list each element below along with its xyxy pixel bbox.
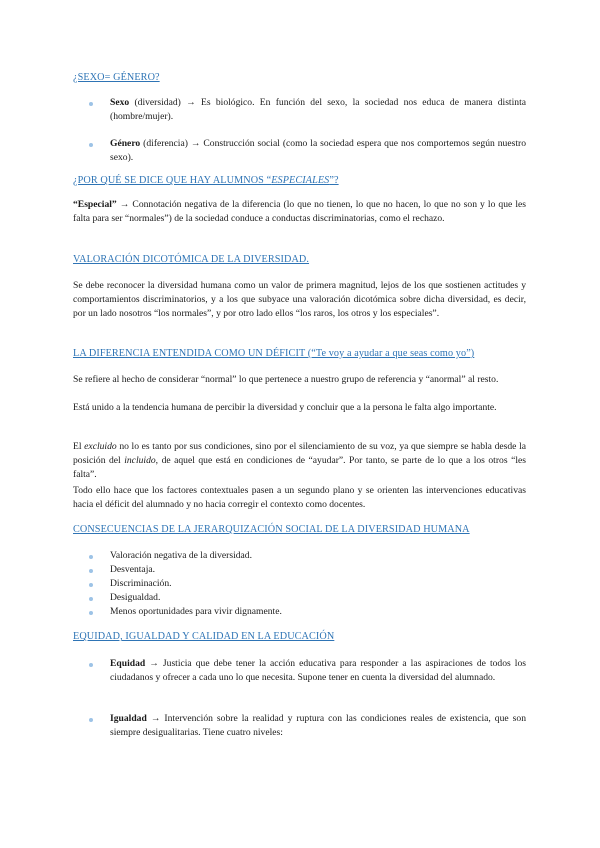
bullet-sexo — [110, 96, 526, 124]
term-genero: Género — [110, 138, 141, 149]
bullet-dot — [89, 597, 93, 601]
paragraph-deficit-2: Está unido a la tendencia humana de percibir la diversidad y concluir que a la persona le falta algo importante. — [73, 402, 497, 413]
list-item: Menos oportunidades para vivir dignamente. — [110, 606, 282, 617]
text-sexo: (diversidad) → Es biológico. En función del sexo, la sociedad nos educa de manera distinta (hombre/mujer). — [110, 97, 526, 122]
term-equidad: Equidad — [110, 658, 146, 669]
heading-deficit: LA DIFERENCIA ENTENDIDA COMO UN DÉFICIT (“Te voy a ayudar a que seas como yo”) — [73, 348, 475, 359]
paragraph-dicotomica: Se debe reconocer la diversidad humana como un valor de primera magnitud, lejos de los que sostienen actitudes y comportamientos discriminatorios, y a los que subyace una valoración dicotómica sobre dicha diversidad, es decir, por un lado nosotros “los normales”, y por otro lado ellos “los raros, los otros y los especiales”. — [73, 280, 526, 319]
list-item: Valoración negativa de la diversidad. — [110, 550, 252, 561]
heading-especiales-em: ESPECIALES — [271, 175, 330, 186]
heading-especiales-end: ”? — [329, 175, 339, 186]
term-especial: “Especial” — [73, 199, 117, 210]
paragraph-deficit-4: Todo ello hace que los factores contextuales pasen a un segundo plano y se orienten las intervenciones educativas hacia el déficit del alumnado y no hacia corregir el contexto como docentes. — [73, 485, 526, 510]
bullet-genero — [110, 137, 526, 165]
bullet-dot — [89, 555, 93, 559]
heading-consecuencias: CONSECUENCIAS DE LA JERARQUIZACIÓN SOCIAL DE LA DIVERSIDAD HUMANA — [73, 524, 470, 535]
deficit-3-excluido: excluido — [84, 441, 117, 452]
heading-sexo-genero: ¿SEXO= GÉNERO? — [73, 72, 160, 83]
deficit-3-c: , de aquel que está en condiciones de “ayudar”. Por tanto, se parte de lo que a los otros “les falta”. — [73, 455, 526, 480]
deficit-3-incluido: incluido — [124, 455, 156, 466]
paragraph-especial — [73, 198, 526, 226]
deficit-3-b: no lo es tanto por sus condiciones, sino por el silenciamiento de su voz, ya que siempre se habla desde la posición del — [73, 441, 526, 466]
bullet-dot — [89, 583, 93, 587]
bullet-igualdad — [110, 712, 526, 740]
bullet-dot — [89, 718, 93, 722]
text-igualdad: → Intervención sobre la realidad y ruptura con las condiciones reales de existencia, que son siempre desigualitarias. Tiene cuatro niveles: — [110, 713, 526, 738]
bullet-dot — [89, 663, 93, 667]
term-sexo: Sexo — [110, 97, 130, 108]
heading-dicotomica: VALORACIÓN DICOTÓMICA DE LA DIVERSIDAD. — [73, 254, 310, 265]
text-equidad: → Justicia que debe tener la acción educativa para responder a las aspiraciones de todos los ciudadanos y ofrecer a cada uno lo que necesita. Supone tener en cuenta la diversidad del alumnado. — [110, 658, 526, 683]
text-genero: (diferencia) → Construcción social (como la sociedad espera que nos comportemos según nuestro sexo). — [110, 138, 526, 163]
paragraph-deficit-3 — [73, 440, 526, 482]
list-item: Desigualdad. — [110, 592, 161, 603]
bullet-dot — [89, 611, 93, 615]
deficit-3-a: El — [73, 441, 85, 452]
text-especial: → Connotación negativa de la diferencia (lo que no tienen, lo que no hacen, lo que no son y lo que les falta para ser “normales”) de la sociedad conduce a conductas discriminatorias, como el rechazo. — [73, 199, 526, 224]
term-igualdad: Igualdad — [110, 713, 147, 724]
bullet-dot — [89, 143, 93, 147]
heading-especiales — [73, 175, 339, 186]
list-item: Desventaja. — [110, 564, 156, 575]
heading-especiales-start: ¿POR QUÉ SE DICE QUE HAY ALUMNOS “ — [73, 175, 272, 186]
bullet-dot — [89, 569, 93, 573]
heading-equidad: EQUIDAD, IGUALDAD Y CALIDAD EN LA EDUCACIÓN — [73, 631, 335, 642]
list-item: Discriminación. — [110, 578, 172, 589]
paragraph-deficit-1: Se refiere al hecho de considerar “normal” lo que pertenece a nuestro grupo de referencia y “anormal” al resto. — [73, 374, 499, 385]
bullet-equidad — [110, 657, 526, 685]
bullet-dot — [89, 102, 93, 106]
